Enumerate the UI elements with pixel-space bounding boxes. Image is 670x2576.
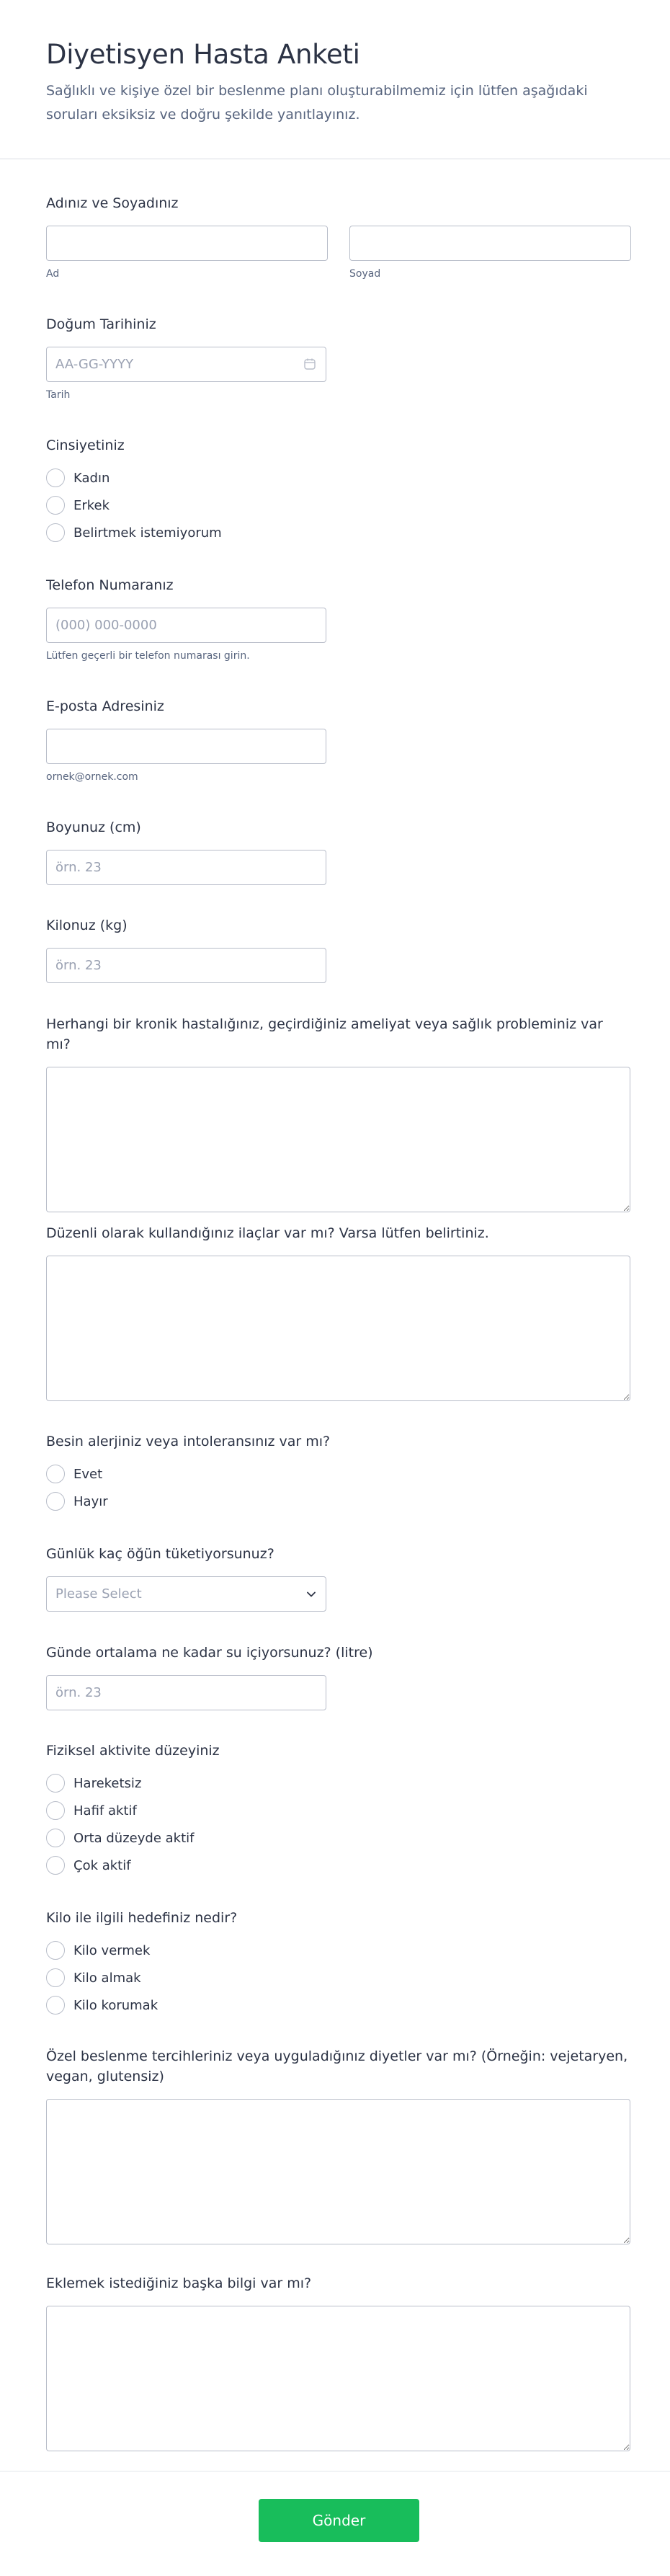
radio-circle[interactable] <box>46 1801 65 1820</box>
radio-label: Kilo korumak <box>73 1997 158 2013</box>
allergy-option-yes[interactable] <box>46 1460 631 1488</box>
other-textarea[interactable] <box>46 2306 630 2451</box>
goal-field <box>46 1908 631 2019</box>
gender-label: Cinsiyetiniz <box>46 438 125 453</box>
form-footer <box>0 2471 670 2576</box>
diet-textarea[interactable] <box>46 2099 630 2244</box>
radio-circle[interactable] <box>46 1941 65 1960</box>
meals-select[interactable] <box>46 1576 326 1612</box>
radio-label: Hareketsiz <box>73 1775 142 1791</box>
radio-circle[interactable] <box>46 1774 65 1793</box>
medications-label: Düzenli olarak kullandığınız ilaçlar var mı? Varsa lütfen belirtiniz. <box>46 1225 489 1241</box>
radio-label: Belirtmek istemiyorum <box>73 525 222 541</box>
radio-circle[interactable] <box>46 1492 65 1511</box>
activity-field <box>46 1741 631 1879</box>
radio-circle[interactable] <box>46 523 65 542</box>
health-textarea[interactable] <box>46 1067 630 1212</box>
diet-field <box>46 2046 631 2244</box>
radio-label: Orta düzeyde aktif <box>73 1830 195 1846</box>
email-field <box>46 696 631 783</box>
meals-select-value: Please Select <box>55 1586 142 1602</box>
diet-label: Özel beslenme tercihleriniz veya uyguladığınız diyetler var mı? (Örneğin: vejetaryen, vegan, glutensiz) <box>46 2048 628 2084</box>
calendar-icon[interactable] <box>303 357 316 370</box>
radio-label: Hayır <box>73 1493 108 1509</box>
activity-option-sedentary[interactable] <box>46 1769 631 1797</box>
birthdate-field <box>46 314 631 401</box>
allergy-field <box>46 1431 631 1515</box>
activity-option-moderate[interactable] <box>46 1824 631 1852</box>
height-input[interactable] <box>46 850 326 885</box>
chevron-down-icon <box>305 1589 317 1600</box>
height-field <box>46 817 631 885</box>
phone-field <box>46 575 631 662</box>
submit-button[interactable]: Gönder <box>259 2499 419 2542</box>
last-name-input[interactable] <box>349 226 631 261</box>
radio-circle[interactable] <box>46 1465 65 1483</box>
birthdate-input[interactable] <box>46 347 326 382</box>
name-label: Adınız ve Soyadınız <box>46 195 179 211</box>
water-label: Günde ortalama ne kadar su içiyorsunuz? (litre) <box>46 1645 373 1661</box>
goal-option-maintain[interactable] <box>46 1991 631 2019</box>
weight-input[interactable] <box>46 948 326 983</box>
gender-option-female[interactable] <box>46 464 631 492</box>
radio-label: Evet <box>73 1466 103 1482</box>
radio-label: Erkek <box>73 497 110 513</box>
meals-label: Günlük kaç öğün tüketiyorsunuz? <box>46 1546 274 1562</box>
goal-option-lose[interactable] <box>46 1937 631 1964</box>
radio-circle[interactable] <box>46 496 65 515</box>
activity-label: Fiziksel aktivite düzeyiniz <box>46 1743 220 1759</box>
goal-label: Kilo ile ilgili hedefiniz nedir? <box>46 1910 238 1926</box>
gender-field <box>46 435 631 546</box>
form-title: Diyetisyen Hasta Anketi <box>46 39 360 70</box>
other-field <box>46 2273 631 2451</box>
radio-label: Hafif aktif <box>73 1803 137 1818</box>
radio-label: Kilo vermek <box>73 1942 151 1958</box>
activity-option-very[interactable] <box>46 1852 631 1879</box>
health-label: Herhangi bir kronik hastalığınız, geçirdiğiniz ameliyat veya sağlık probleminiz var mı? <box>46 1016 603 1052</box>
radio-circle[interactable] <box>46 1829 65 1847</box>
water-input[interactable] <box>46 1675 326 1710</box>
last-name-sublabel: Soyad <box>349 268 381 280</box>
gender-option-undisclosed[interactable] <box>46 519 631 546</box>
weight-label: Kilonuz (kg) <box>46 918 128 933</box>
radio-circle[interactable] <box>46 1968 65 1987</box>
radio-label: Kadın <box>73 470 110 486</box>
radio-label: Çok aktif <box>73 1857 131 1873</box>
activity-option-light[interactable] <box>46 1797 631 1824</box>
medications-field <box>46 1223 631 1401</box>
health-field <box>46 1014 631 1212</box>
email-sublabel: ornek@ornek.com <box>46 771 138 783</box>
birthdate-sublabel: Tarih <box>46 389 71 401</box>
phone-sublabel: Lütfen geçerli bir telefon numarası girin. <box>46 650 250 662</box>
phone-label: Telefon Numaranız <box>46 577 174 593</box>
radio-circle[interactable] <box>46 1996 65 2015</box>
radio-circle[interactable] <box>46 468 65 487</box>
email-label: E-posta Adresiniz <box>46 698 164 714</box>
meals-field <box>46 1544 631 1612</box>
allergy-option-no[interactable] <box>46 1488 631 1515</box>
allergy-label: Besin alerjiniz veya intoleransınız var mı? <box>46 1434 331 1449</box>
medications-textarea[interactable] <box>46 1256 630 1401</box>
weight-field <box>46 915 631 983</box>
email-input[interactable] <box>46 729 326 764</box>
gender-option-male[interactable] <box>46 492 631 519</box>
water-field <box>46 1643 631 1710</box>
form-subtitle: Sağlıklı ve kişiye özel bir beslenme planı oluşturabilmemiz için lütfen aşağıdaki soruları eksiksiz ve doğru şekilde yanıtlayınız. <box>46 83 588 123</box>
goal-option-gain[interactable] <box>46 1964 631 1991</box>
phone-input[interactable] <box>46 608 326 643</box>
radio-label: Kilo almak <box>73 1970 141 1986</box>
birthdate-label: Doğum Tarihiniz <box>46 316 156 332</box>
radio-circle[interactable] <box>46 1856 65 1875</box>
other-label: Eklemek istediğiniz başka bilgi var mı? <box>46 2275 312 2291</box>
first-name-input[interactable] <box>46 226 328 261</box>
height-label: Boyunuz (cm) <box>46 820 141 835</box>
name-field <box>46 193 631 280</box>
first-name-sublabel: Ad <box>46 268 60 280</box>
form-header <box>0 0 670 159</box>
